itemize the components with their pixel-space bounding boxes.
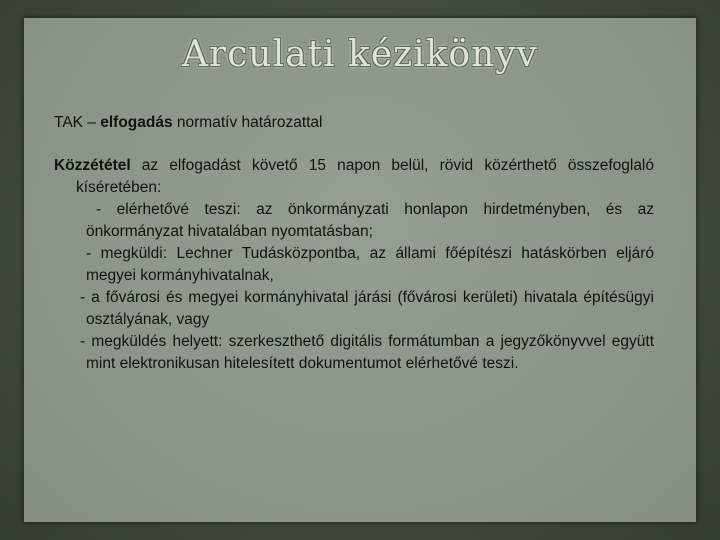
publication-lead-rest: az elfogadást követő 15 napon belül, rövid közérthető összefoglaló kíséretében: bbox=[76, 157, 654, 196]
tak-line-bold: elfogadás bbox=[100, 114, 173, 131]
publication-lead-bold: Közzététel bbox=[54, 157, 131, 174]
tak-line-lead: TAK – bbox=[54, 114, 101, 131]
publication-intro bbox=[54, 155, 654, 199]
tak-line bbox=[54, 112, 654, 134]
publication-block bbox=[54, 155, 654, 375]
publication-item: - elérhetővé teszi: az önkormányzati honlapon hirdetményben, és az önkormányzat hivatalában nyomtatásban; bbox=[86, 201, 654, 240]
publication-item: - megküldés helyett: szerkeszthető digitális formátumban a jegyzőkönyvvel együtt mint elektronikusan hitelesített dokumentumot elérhetővé teszi. bbox=[80, 333, 654, 372]
tak-line-rest: normatív határozattal bbox=[172, 114, 323, 131]
publication-item: - a fővárosi és megyei kormányhivatal járási (fővárosi kerületi) hivatala építésügyi osztályának, vagy bbox=[80, 289, 654, 328]
publication-item: - megküldi: Lechner Tudásközpontba, az állami főépítészi hatáskörben eljáró megyei kormányhivatalnak, bbox=[86, 245, 654, 284]
slide-body bbox=[54, 112, 654, 375]
slide-title: Arculati kézikönyv bbox=[182, 34, 538, 75]
